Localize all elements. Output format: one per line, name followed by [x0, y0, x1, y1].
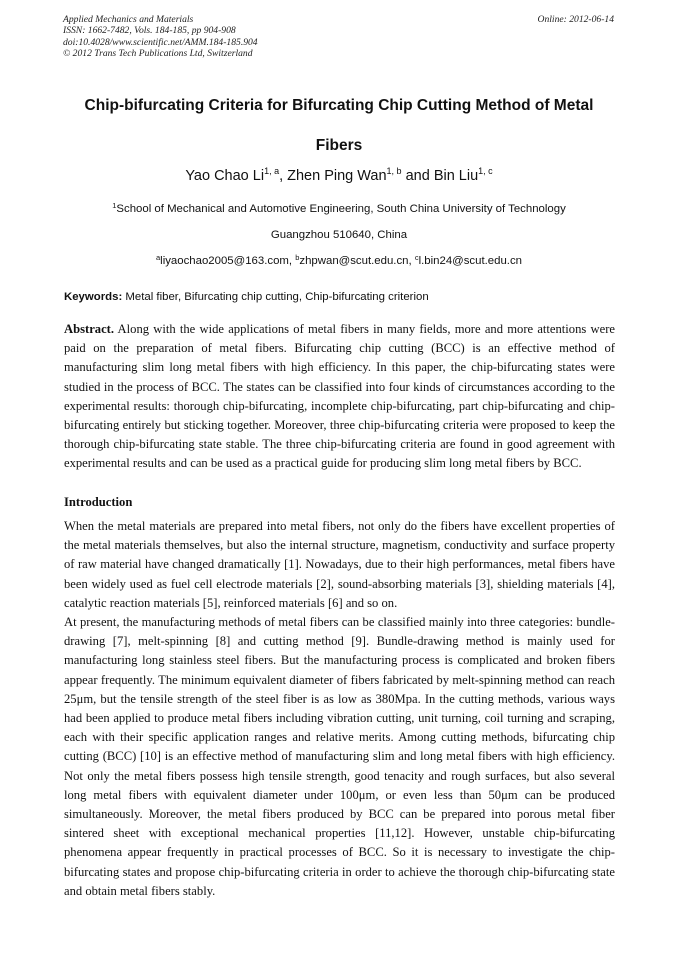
author-affiliation-mark: 1, b [386, 166, 402, 176]
issn-line: ISSN: 1662-7482, Vols. 184-185, pp 904-908 [63, 25, 236, 37]
online-date: Online: 2012-06-14 [537, 14, 614, 25]
paper-title: Chip-bifurcating Criteria for Bifurcating Chip Cutting Method of Metal Fibers [84, 97, 594, 154]
affiliation-text: School of Mechanical and Automotive Engineering, South China University of Technology [116, 203, 566, 215]
doi-line: doi:10.4028/www.scientific.net/AMM.184-185.904 [63, 36, 258, 48]
affiliation-mark: 1 [112, 201, 117, 210]
journal-header [63, 14, 258, 60]
email-mark: c [414, 253, 419, 262]
section-heading-introduction: Introduction [64, 495, 133, 509]
affiliation-line-2: Guangzhou 510640, China [270, 229, 408, 241]
email-line [60, 254, 618, 269]
abstract-label: Abstract. [64, 322, 115, 336]
email-address[interactable]: liyaochao2005@163.com [160, 255, 289, 267]
abstract-text: Along with the wide applications of metal fibers in many fields, more and more attentions were paid on the preparation of metal fibers. Bifurcating chip cutting (BCC) is an effective method of manufacturing slim long metal fibers with high efficiency. In this paper, the chip-bifurcating states were studied in the process of BCC. The states can be classified into four kinds of circumstances according to the experimental results: thorough chip-bifurcating, incomplete chip-bifurcating, part chip-bifurcating and chip-bifurcating entirely but sticking together. Moreover, three chip-bifurcating criteria were proposed to keep the thorough chip-bifurcating state stable. The three chip-bifurcating criteria are found in good agreement with experimental results and can be used as a practical guide for producing slim long metal fibers by BCC. [64, 322, 615, 471]
abstract [64, 320, 615, 474]
email-mark: b [295, 253, 300, 262]
affiliation-line-1 [60, 202, 618, 217]
email-separator: , [408, 255, 415, 267]
keywords-text: Metal fiber, Bifurcating chip cutting, Chip-bifurcating criterion [122, 291, 429, 303]
author-affiliation-mark: 1, a [264, 166, 280, 176]
copyright-line: © 2012 Trans Tech Publications Ltd, Switzerland [63, 48, 253, 60]
author-name: Zhen Ping Wan [287, 168, 387, 184]
email-separator: , [288, 255, 296, 267]
keywords-label: Keywords: [64, 291, 123, 303]
author-separator: , [279, 168, 288, 184]
author-name: Bin Liu [433, 168, 479, 184]
paragraph: When the metal materials are prepared into metal fibers, not only do the fibers have excellent properties of the metal materials themselves, but also the internal structure, magnetism, conductivity and surface property of raw material have changed dramatically [1]. Nowadays, due to their high performances, metal fibers have been widely used as fuel cell electrode materials [2], sound-absorbing materials [3], shielding materials [4], catalytic reaction materials [5], reinforced materials [6] and so on. [64, 519, 615, 610]
email-address[interactable]: l.bin24@scut.edu.cn [418, 255, 522, 267]
author-list [60, 166, 618, 186]
journal-name: Applied Mechanics and Materials [63, 14, 194, 25]
author-affiliation-mark: 1, c [478, 166, 493, 176]
author-separator: and [401, 168, 434, 184]
email-mark: a [156, 253, 161, 262]
author-name: Yao Chao Li [185, 168, 265, 184]
paragraph: At present, the manufacturing methods of metal fibers can be classified mainly into three categories: bundle-drawing [7], melt-spinning [8] and cutting method [9]. Bundle-drawing method is mainly used for manufacturing long stainless steel fibers. But the manufacturing process is complicated and broken fibers appear frequently. The minimum equivalent diameter of fibers fabricated by melt-spinning method can reach 25μm, but the tensile strength of the steel fiber is as low as 380Mpa. In the cutting methods, various ways had been applied to produce metal fibers including vibration cutting, unit turning, coil turning and scraping, each with their specific application ranges and relative merits. Among cutting methods, bifurcating chip cutting (BCC) [10] is an effective method of manufacturing slim and long metal fibers with high efficiency. Not only the metal fibers possess high tensile strength, good tenacity and rough surfaces, but also several long metal fibers with equivalent diameter under 100μm, or even less than 50μm can be produced simultaneously. Moreover, the metal fibers produced by BCC can be prepared into porous metal fiber sintered sheet with exceptional mechanical properties [11,12]. However, unstable chip-bifurcating phenomena appear frequently in practical processes of BCC. So it is necessary to investigate the chip-bifurcating states and propose chip-bifurcating criteria in order to achieve the thorough chip-bifurcating state and obtain metal fibers stably. [64, 615, 615, 898]
email-address[interactable]: zhpwan@scut.edu.cn [299, 255, 409, 267]
introduction-body [64, 517, 615, 901]
keywords [64, 290, 619, 305]
